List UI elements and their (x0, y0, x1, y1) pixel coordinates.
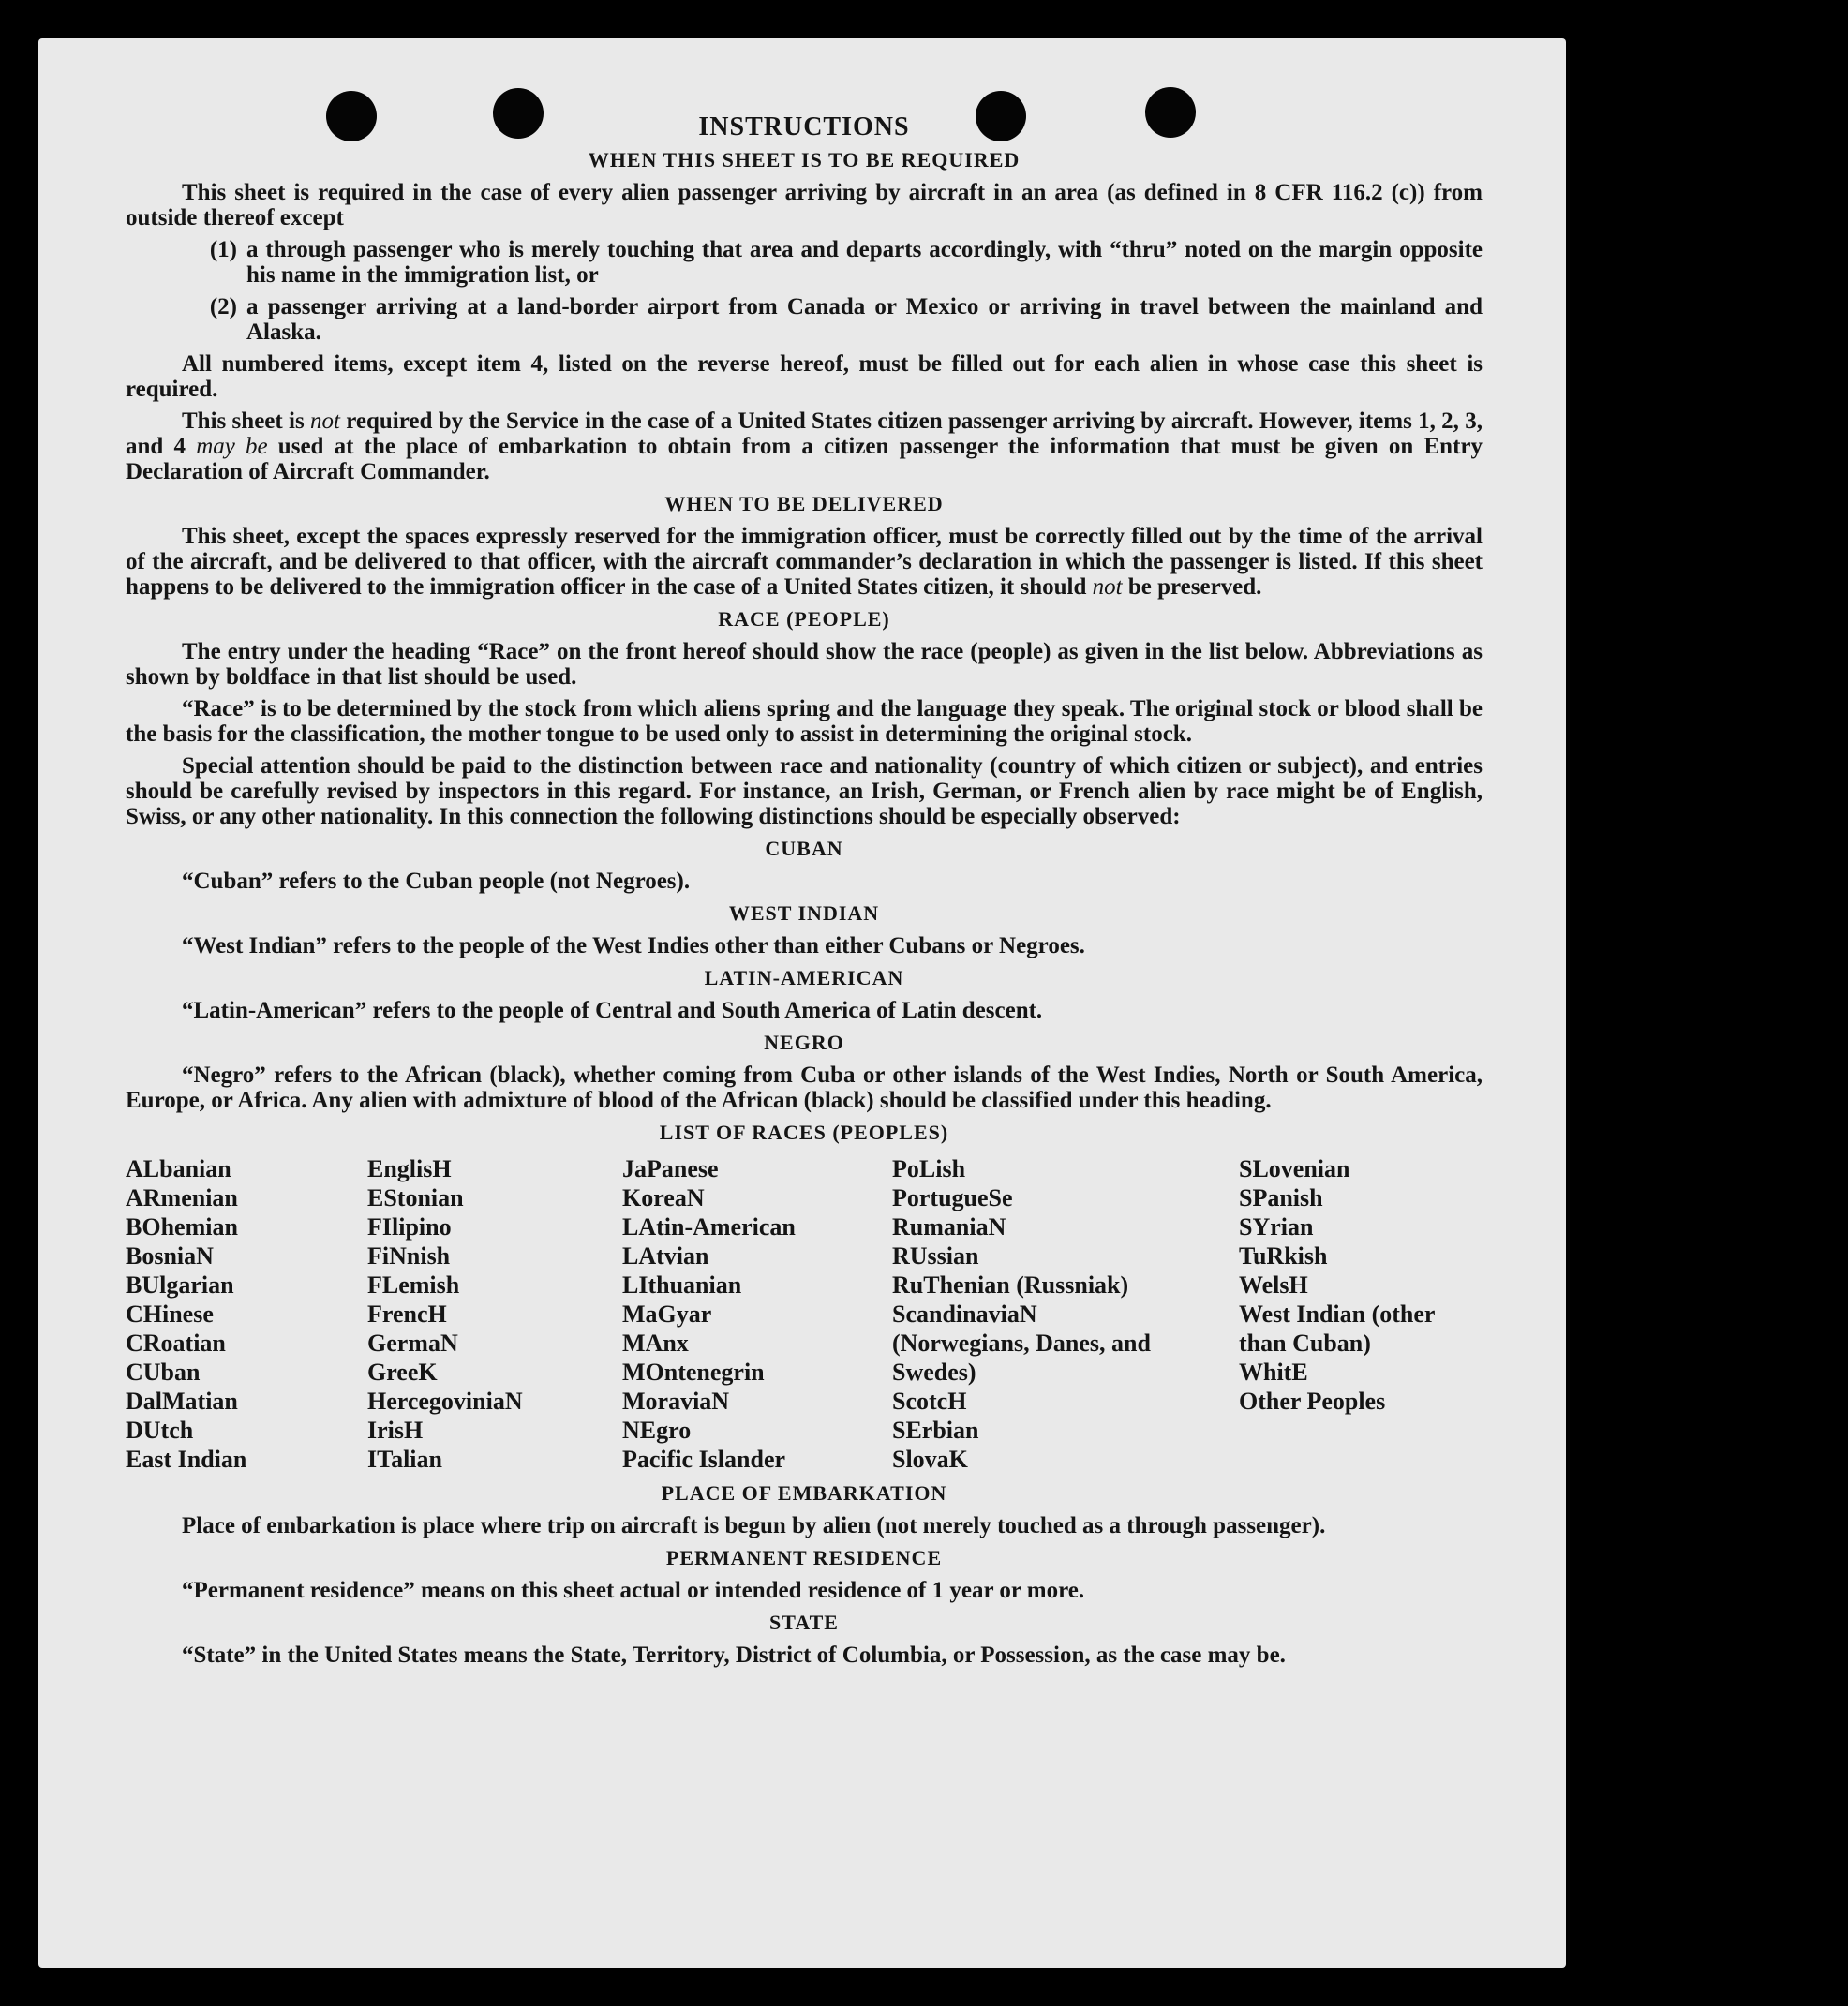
page-title: INSTRUCTIONS (698, 112, 910, 141)
race-entry: WelsH (1239, 1271, 1308, 1299)
race-entry: ScandinaviaN (Norwegians, Danes, and Swedes) (892, 1300, 1151, 1386)
item-text: a passenger arriving at a land-border airport from Canada or Mexico or arriving in travel between the mainland and Alaska. (246, 294, 1483, 345)
race-entry: IrisH (367, 1417, 424, 1444)
race-entry: KoreaN (622, 1184, 705, 1211)
race-entry: East Indian (126, 1446, 247, 1473)
race-entry: CRoatian (126, 1330, 226, 1357)
race-entry: GreeK (367, 1359, 438, 1386)
section-heading: PLACE OF EMBARKATION (661, 1481, 947, 1505)
race-entry: Other Peoples (1239, 1388, 1386, 1415)
race-entry: BosniaN (126, 1242, 214, 1270)
races-column (126, 1154, 367, 1474)
paragraph: “West Indian” refers to the people of the West Indies other than either Cubans or Negroes. (182, 933, 1085, 958)
race-entry: BOhemian (126, 1213, 238, 1241)
section-heading: PERMANENT RESIDENCE (665, 1546, 943, 1569)
race-entry: SPanish (1239, 1184, 1323, 1211)
section-heading: WHEN TO BE DELIVERED (664, 492, 944, 515)
race-entry: BUlgarian (126, 1271, 234, 1299)
paragraph: This sheet is not required by the Service in the case of a United States citizen passenger arriving by aircraft. However, items 1, 2, 3, and 4 may be used at the place of embarkation to obtain from a citizen passenger the information that must be given on Entry Declaration of Aircraft Commander. (126, 409, 1483, 484)
race-entry: HercegoviniaN (367, 1388, 523, 1415)
races-column (367, 1154, 622, 1474)
list-item (126, 294, 1483, 345)
race-entry: SlovaK (892, 1446, 968, 1473)
race-entry: FrencH (367, 1300, 447, 1328)
paragraph: “Latin-American” refers to the people of Central and South America of Latin descent. (182, 998, 1043, 1023)
section-heading: LATIN-AMERICAN (704, 966, 904, 989)
race-entry: MoraviaN (622, 1388, 730, 1415)
race-entry: MAnx (622, 1330, 689, 1357)
paragraph: All numbered items, except item 4, listed on the reverse hereof, must be filled out for each alien in whose case this sheet is required. (126, 351, 1483, 402)
race-entry: FiNnish (367, 1242, 451, 1270)
race-entry: FIlipino (367, 1213, 452, 1241)
paragraph: The entry under the heading “Race” on the front hereof should show the race (people) as given in the list below. Abbreviations as shown by boldface in that list should be used. (126, 639, 1483, 690)
item-text: a through passenger who is merely touching that area and departs accordingly, with “thru” noted on the margin opposite his name in the immigration list, or (246, 237, 1483, 288)
races-column (622, 1154, 892, 1474)
race-entry: ARmenian (126, 1184, 238, 1211)
race-entry: LAtin-American (622, 1213, 796, 1241)
race-entry: WhitE (1239, 1359, 1308, 1386)
section-heading: RACE (PEOPLE) (718, 607, 890, 631)
race-entry: CHinese (126, 1300, 214, 1328)
race-entry: NEgro (622, 1417, 692, 1444)
paragraph: “Race” is to be determined by the stock from which aliens spring and the language they speak. The original stock or blood shall be the basis for the classification, the mother tongue to be used only to assist in determining the original stock. (126, 696, 1483, 747)
race-entry: ITalian (367, 1446, 442, 1473)
race-entry: GermaN (367, 1330, 458, 1357)
paragraph: Special attention should be paid to the distinction between race and nationality (country of which citizen or subject), and entries should be carefully revised by inspectors in this regard. For instance, an Irish, German, or French alien by race might be of English, Swiss, or any other nationality. In this connection the following distinctions should be especially observed: (126, 753, 1483, 829)
races-list (126, 1154, 1483, 1474)
race-entry: SLovenian (1239, 1155, 1350, 1182)
paragraph: Place of embarkation is place where trip on aircraft is begun by alien (not merely touched as a through passenger). (182, 1513, 1326, 1538)
race-entry: MOntenegrin (622, 1359, 765, 1386)
item-number: (1) (209, 237, 237, 262)
race-entry: LIthuanian (622, 1271, 742, 1299)
race-entry: SErbian (892, 1417, 979, 1444)
race-entry: JaPanese (622, 1155, 719, 1182)
race-entry: PoLish (892, 1155, 966, 1182)
paragraph: “Negro” refers to the African (black), whether coming from Cuba or other islands of the West Indies, North or South America, Europe, or Africa. Any alien with admixture of blood of the African (black) should be classified under this heading. (126, 1062, 1483, 1113)
race-entry: ALbanian (126, 1155, 231, 1182)
section-heading: LIST OF RACES (PEOPLES) (659, 1121, 949, 1144)
section-heading: WEST INDIAN (728, 901, 880, 925)
section-heading: CUBAN (765, 837, 843, 860)
section-heading: NEGRO (764, 1031, 844, 1054)
paragraph: “Permanent residence” means on this sheet actual or intended residence of 1 year or more. (182, 1578, 1085, 1603)
section-heading: STATE (769, 1611, 839, 1634)
race-entry: DUtch (126, 1417, 194, 1444)
race-entry: CUban (126, 1359, 201, 1386)
item-number: (2) (209, 294, 237, 319)
race-entry: RumaniaN (892, 1213, 1006, 1241)
list-item (126, 237, 1483, 288)
races-column (1239, 1154, 1483, 1474)
race-entry: West Indian (other than Cuban) (1239, 1300, 1435, 1357)
race-entry: Pacific Islander (622, 1446, 786, 1473)
race-entry: MaGyar (622, 1300, 712, 1328)
race-entry: DalMatian (126, 1388, 238, 1415)
paragraph: This sheet is required in the case of every alien passenger arriving by aircraft in an area (as defined in 8 CFR 116.2 (c)) from outside thereof except (126, 180, 1483, 230)
race-entry: RUssian (892, 1242, 979, 1270)
paragraph: This sheet, except the spaces expressly reserved for the immigration officer, must be correctly filled out by the time of the arrival of the aircraft, and be delivered to that officer, with the aircraft commander’s declaration in which the passenger is listed. If this sheet happens to be delivered to the immigration officer in the case of a United States citizen, it should not be preserved. (126, 524, 1483, 600)
section-heading: WHEN THIS SHEET IS TO BE REQUIRED (588, 148, 1021, 171)
race-entry: ScotcH (892, 1388, 967, 1415)
race-entry: LAtvian (622, 1242, 709, 1270)
race-entry: EStonian (367, 1184, 464, 1211)
race-entry: PortugueSe (892, 1184, 1013, 1211)
race-entry: RuThenian (Russniak) (892, 1271, 1129, 1299)
paragraph: “Cuban” refers to the Cuban people (not Negroes). (182, 869, 691, 894)
race-entry: SYrian (1239, 1213, 1314, 1241)
paragraph: “State” in the United States means the State, Territory, District of Columbia, or Possession, as the case may be. (182, 1642, 1286, 1668)
race-entry: EnglisH (367, 1155, 452, 1182)
race-entry: TuRkish (1239, 1242, 1328, 1270)
document-content (126, 111, 1483, 1674)
race-entry: FLemish (367, 1271, 460, 1299)
races-column (892, 1154, 1239, 1474)
